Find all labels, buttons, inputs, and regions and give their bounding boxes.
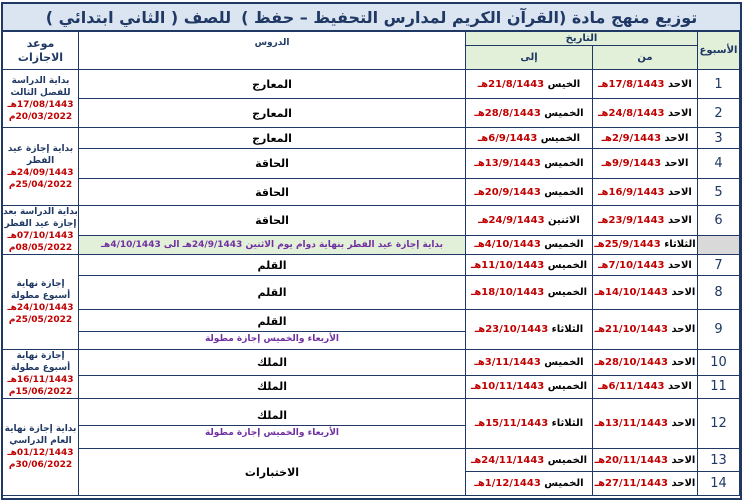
table-row — [3, 255, 740, 276]
hijri-date: 23/9/1443هـ — [598, 214, 665, 226]
from-date — [593, 206, 698, 236]
hijri-date: 21/10/1443هـ — [594, 324, 668, 335]
day-name: الاحد — [671, 478, 696, 489]
lesson-cell — [79, 310, 466, 350]
to-date — [466, 206, 593, 236]
table-row — [3, 276, 740, 310]
day-name: الخميس — [544, 356, 584, 368]
hijri-date: 20/9/1443هـ — [474, 186, 541, 198]
vacation-gregorian: 08/05/2022م — [8, 243, 73, 253]
hijri-date: 28/10/1443هـ — [594, 356, 668, 368]
hijri-date: 1/12/1443هـ — [474, 478, 541, 489]
day-name: الاحد — [671, 454, 696, 466]
vacation-gregorian: 25/05/2022م — [8, 315, 73, 325]
from-date — [593, 449, 698, 472]
day-name: الاحد — [668, 214, 692, 226]
table-row — [3, 449, 740, 472]
table-row — [3, 310, 740, 350]
lesson: المعارج — [79, 99, 466, 128]
table-row — [3, 399, 740, 449]
day-name: الاحد — [671, 356, 696, 368]
vacation-gregorian: 20/03/2022م — [8, 111, 73, 122]
to-date — [466, 310, 593, 350]
week-number: 8 — [698, 276, 740, 310]
day-name: الخميس — [540, 132, 581, 144]
week-number: 7 — [698, 255, 740, 276]
vacation-label: بداية إجازة نهاية العام الدراسي — [4, 424, 77, 446]
page-title — [3, 4, 740, 31]
vacation-note — [3, 70, 79, 128]
hijri-date: 13/9/1443هـ — [474, 158, 541, 169]
table-row — [3, 149, 740, 179]
lesson: الاختبارات — [79, 449, 466, 496]
hijri-date: 15/11/1443هـ — [474, 418, 549, 429]
from-date — [593, 235, 698, 254]
vacation-label: إجازة نهاية أسبوع مطولة — [10, 279, 71, 301]
lesson: القلم — [257, 315, 287, 328]
lesson-note: الأربعاء والخميس إجازة مطولة — [79, 425, 465, 438]
vacation-note — [3, 399, 79, 496]
to-date — [466, 128, 593, 149]
header-vacations: موعد الاجازات — [3, 32, 79, 70]
to-date — [466, 179, 593, 206]
table-row — [3, 99, 740, 128]
to-date — [466, 399, 593, 449]
vacation-hijri: 24/10/1443هـ — [7, 303, 74, 313]
table-row — [3, 350, 740, 376]
from-date — [593, 70, 698, 99]
hijri-date: 18/10/1443هـ — [470, 287, 545, 298]
to-date — [466, 99, 593, 128]
day-name: الاحد — [668, 186, 692, 198]
lesson-cell — [79, 399, 466, 449]
table-row — [3, 206, 740, 236]
hijri-date: 2/9/1443هـ — [601, 132, 662, 144]
vacation-label: بداية الدراسة بعد إجازة عيد الفطر — [3, 207, 78, 229]
week-number: 10 — [698, 350, 740, 376]
day-name: الخميس — [547, 287, 588, 298]
from-date — [593, 179, 698, 206]
vacation-label: بداية إجازة عيد الفطر — [7, 143, 74, 166]
from-date — [593, 375, 698, 398]
from-date — [593, 350, 698, 376]
to-date — [466, 276, 593, 310]
schedule-table — [2, 31, 740, 496]
week-number: 14 — [698, 472, 740, 496]
day-name: الثلاثاء — [551, 418, 584, 429]
hijri-date: 24/8/1443هـ — [598, 107, 665, 119]
day-name: الاحد — [671, 324, 696, 335]
hijri-date: 7/10/1443هـ — [598, 259, 665, 271]
table-row-holiday — [3, 235, 740, 254]
week-number: 2 — [698, 99, 740, 128]
from-date — [593, 399, 698, 449]
table-row — [3, 70, 740, 99]
header-lessons: الدروس — [79, 32, 466, 70]
to-date — [466, 149, 593, 179]
day-name: الخيس — [547, 78, 581, 90]
table-row — [3, 128, 740, 149]
to-date — [466, 449, 593, 472]
hijri-date: 21/8/1443هـ — [477, 78, 545, 90]
to-date — [466, 255, 593, 276]
vacation-hijri: 17/08/1443هـ — [7, 99, 74, 110]
lesson: الملك — [256, 409, 287, 422]
hijri-date: 14/10/1443هـ — [594, 287, 668, 298]
hijri-date: 6/9/1443هـ — [477, 132, 538, 144]
vacation-hijri: 07/10/1443هـ — [7, 231, 74, 241]
title-grade: للصف ( الثاني ابتدائي ) — [45, 7, 232, 27]
week-number: 12 — [698, 399, 740, 449]
vacation-gregorian: 25/04/2022م — [8, 179, 73, 190]
from-date — [593, 255, 698, 276]
day-name: الاحد — [671, 418, 696, 429]
to-date — [466, 375, 593, 398]
day-name: الخميس — [544, 478, 584, 489]
header-week: الأسبوع — [698, 32, 740, 70]
day-name: الثلاثاء — [664, 239, 696, 251]
header-from: من — [593, 46, 698, 70]
vacation-note — [3, 350, 79, 399]
vacation-hijri: 16/11/1443هـ — [7, 375, 74, 385]
hijri-date: 9/9/1443هـ — [601, 158, 662, 169]
hijri-date: 4/10/1443هـ — [474, 239, 541, 251]
to-date — [466, 472, 593, 496]
week-number: 13 — [698, 449, 740, 472]
day-name: الخميس — [544, 158, 584, 169]
from-date — [593, 128, 698, 149]
holiday-week-cell — [698, 235, 740, 254]
day-name: الاحد — [664, 158, 689, 169]
week-number: 4 — [698, 149, 740, 179]
lesson: الحاقة — [79, 149, 466, 179]
to-date — [466, 70, 593, 99]
hijri-date: 24/11/1443هـ — [470, 454, 545, 466]
to-date — [466, 350, 593, 376]
lesson: الملك — [79, 350, 466, 376]
day-name: الخميس — [544, 186, 584, 198]
from-date — [593, 149, 698, 179]
lesson: المعارج — [79, 128, 466, 149]
from-date — [593, 99, 698, 128]
from-date — [593, 276, 698, 310]
day-name: الخميس — [547, 454, 588, 466]
hijri-date: 6/11/1443هـ — [598, 381, 665, 393]
header-to: إلى — [466, 46, 593, 70]
hijri-date: 20/11/1443هـ — [594, 454, 668, 466]
week-number: 6 — [698, 206, 740, 236]
vacation-hijri: 01/12/1443هـ — [7, 448, 74, 458]
lesson: الملك — [79, 375, 466, 398]
lesson: القلم — [79, 255, 466, 276]
day-name: الاحد — [664, 132, 689, 144]
day-name: الخميس — [544, 107, 584, 119]
hijri-date: 13/11/1443هـ — [594, 418, 668, 429]
vacation-gregorian: 15/06/2022م — [8, 387, 73, 397]
title-main: توزيع منهج مادة (القرآن الكريم لمدارس التحفيظ – حفظ ) — [241, 7, 698, 27]
hijri-date: 10/11/1443هـ — [470, 381, 545, 393]
vacation-label: إجازة نهاية أسبوع مطولة — [10, 351, 71, 373]
week-number: 5 — [698, 179, 740, 206]
day-name: الخميس — [547, 259, 588, 271]
lesson: الحاقة — [79, 179, 466, 206]
hijri-date: 3/11/1443هـ — [474, 356, 541, 368]
lesson: المعارج — [79, 70, 466, 99]
day-name: الاحد — [668, 259, 692, 271]
vacation-gregorian: 30/06/2022م — [8, 460, 73, 470]
hijri-date: 28/8/1443هـ — [474, 107, 541, 119]
week-number: 3 — [698, 128, 740, 149]
day-name: الاحد — [668, 107, 692, 119]
day-name: الثلاثاء — [551, 324, 584, 335]
day-name: الخميس — [547, 381, 588, 393]
vacation-note — [3, 206, 79, 255]
day-name: الاثنين — [548, 214, 580, 226]
curriculum-sheet — [1, 2, 742, 500]
day-name: الاحد — [668, 78, 692, 90]
table-row — [3, 179, 740, 206]
from-date — [593, 472, 698, 496]
hijri-date: 25/9/1443هـ — [594, 239, 661, 251]
table-row — [3, 375, 740, 398]
vacation-hijri: 24/09/1443هـ — [7, 167, 74, 178]
vacation-note — [3, 255, 79, 350]
to-date — [466, 235, 593, 254]
day-name: الاحد — [668, 381, 692, 393]
hijri-date: 17/8/1443هـ — [598, 78, 665, 90]
hijri-date: 24/9/1443هـ — [478, 214, 545, 226]
hijri-date: 16/9/1443هـ — [598, 186, 665, 198]
vacation-note — [3, 128, 79, 206]
week-number: 1 — [698, 70, 740, 99]
hijri-date: 27/11/1443هـ — [594, 478, 668, 489]
lesson: القلم — [79, 276, 466, 310]
vacation-label: بداية الدراسة للفصل الثالث — [10, 75, 71, 98]
lesson: الحاقة — [79, 206, 466, 236]
lesson-note: الأربعاء والخميس إجازة مطولة — [79, 331, 465, 344]
hijri-date: 23/10/1443هـ — [474, 324, 549, 335]
day-name: الخميس — [544, 239, 584, 251]
from-date — [593, 310, 698, 350]
header-date: التاريخ — [466, 32, 698, 46]
holiday-note: بداية إجازة عيد الفطر بنهاية دوام يوم الاثنين 24/9/1443هـ الى 4/10/1443هـ — [79, 235, 466, 254]
hijri-date: 11/10/1443هـ — [470, 259, 545, 271]
week-number: 11 — [698, 375, 740, 398]
week-number: 9 — [698, 310, 740, 350]
day-name: الاحد — [671, 287, 696, 298]
